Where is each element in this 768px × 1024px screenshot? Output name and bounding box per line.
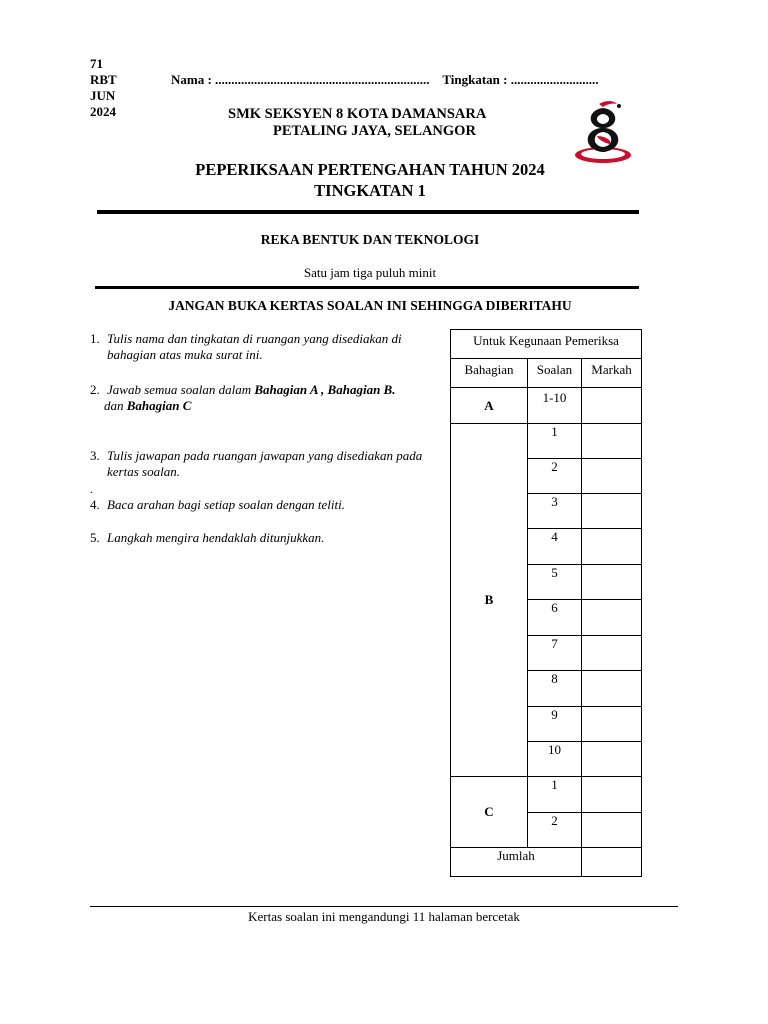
instruction-number: 3. xyxy=(90,448,100,463)
marks-cell[interactable] xyxy=(582,813,642,848)
marks-cell[interactable] xyxy=(582,459,642,494)
form-level: TINGKATAN 1 xyxy=(314,181,426,200)
instruction-number: 1. xyxy=(90,331,100,346)
marks-cell[interactable] xyxy=(582,636,642,671)
instruction-number: 2. xyxy=(90,382,100,397)
section-a-questions: 1-10 xyxy=(528,388,582,424)
table-title: Untuk Kegunaan Pemeriksa xyxy=(451,330,642,359)
question-number: 3 xyxy=(528,494,582,529)
school-name: SMK SEKSYEN 8 KOTA DAMANSARA xyxy=(228,106,487,122)
instruction-text: Tulis jawapan pada ruangan jawapan yang disediakan pada kertas soalan. xyxy=(107,448,423,479)
school-logo xyxy=(573,98,637,166)
subject-title: REKA BENTUK DAN TEKNOLOGI xyxy=(260,232,480,247)
instruction-2 xyxy=(90,382,430,414)
marks-cell[interactable] xyxy=(582,424,642,459)
marks-cell[interactable] xyxy=(582,777,642,813)
instruction-text: dan xyxy=(104,398,127,413)
stray-mark: . xyxy=(90,484,93,496)
marks-cell[interactable] xyxy=(582,671,642,707)
paper-code-line: RBT xyxy=(90,72,117,87)
marks-cell[interactable] xyxy=(582,565,642,600)
instruction-5 xyxy=(90,530,430,546)
column-header-section: Bahagian xyxy=(451,359,528,388)
school-location: PETALING JAYA, SELANGOR xyxy=(273,123,476,139)
question-number: 10 xyxy=(528,742,582,777)
form-label: Tingkatan : xyxy=(442,72,508,87)
marks-cell[interactable] xyxy=(582,388,642,424)
instruction-number: 5. xyxy=(90,530,100,545)
instruction-emphasis: Bahagian C xyxy=(126,398,192,413)
name-field[interactable]: .................................................................. xyxy=(215,72,430,87)
instruction-text: Baca arahan bagi setiap soalan dengan teliti. xyxy=(107,497,345,512)
paper-code-line: 71 xyxy=(90,56,103,71)
instruction-text: Langkah mengira hendaklah ditunjukkan. xyxy=(107,530,325,545)
question-number: 5 xyxy=(528,565,582,600)
warning-text: JANGAN BUKA KERTAS SOALAN INI SEHINGGA DIBERITAHU xyxy=(168,298,572,313)
exam-title: PEPERIKSAAN PERTENGAHAN TAHUN 2024 xyxy=(195,160,545,179)
question-number: 4 xyxy=(528,529,582,565)
instruction-number: 4. xyxy=(90,497,100,512)
marks-cell[interactable] xyxy=(582,742,642,777)
section-b-label: B xyxy=(451,424,528,777)
section-a-label: A xyxy=(451,388,528,424)
instruction-text: Tulis nama dan tingkatan di ruangan yang disediakan di bahagian atas muka surat ini. xyxy=(107,331,402,362)
question-number: 2 xyxy=(528,459,582,494)
question-number: 1 xyxy=(528,424,582,459)
question-number: 6 xyxy=(528,600,582,636)
total-marks-cell[interactable] xyxy=(582,848,642,877)
paper-code xyxy=(90,56,117,120)
paper-code-line: 2024 xyxy=(90,104,116,119)
instruction-3 xyxy=(90,448,430,480)
marks-cell[interactable] xyxy=(582,529,642,565)
page-count-note: Kertas soalan ini mengandungi 11 halaman bercetak xyxy=(248,909,520,924)
instruction-4 xyxy=(90,497,430,513)
instruction-text: Jawab semua soalan dalam xyxy=(107,382,255,397)
duration: Satu jam tiga puluh minit xyxy=(303,265,437,280)
student-info-fields xyxy=(171,72,598,88)
marks-cell[interactable] xyxy=(582,600,642,636)
footer-divider xyxy=(90,906,678,907)
divider xyxy=(97,210,639,214)
form-field[interactable]: ........................... xyxy=(510,72,599,87)
marks-cell[interactable] xyxy=(582,707,642,742)
marks-cell[interactable] xyxy=(582,494,642,529)
total-label: Jumlah xyxy=(451,848,582,877)
question-number: 8 xyxy=(528,671,582,707)
question-number: 7 xyxy=(528,636,582,671)
examiner-marks-table xyxy=(450,329,642,877)
column-header-question: Soalan xyxy=(528,359,582,388)
instruction-emphasis: Bahagian A , Bahagian B. xyxy=(254,382,396,397)
section-c-label: C xyxy=(451,777,528,848)
paper-code-line: JUN xyxy=(90,88,116,103)
instruction-1 xyxy=(90,331,430,363)
name-label: Nama : xyxy=(171,72,212,87)
divider xyxy=(95,286,639,289)
question-number: 2 xyxy=(528,813,582,848)
column-header-marks: Markah xyxy=(582,359,642,388)
question-number: 9 xyxy=(528,707,582,742)
question-number: 1 xyxy=(528,777,582,813)
